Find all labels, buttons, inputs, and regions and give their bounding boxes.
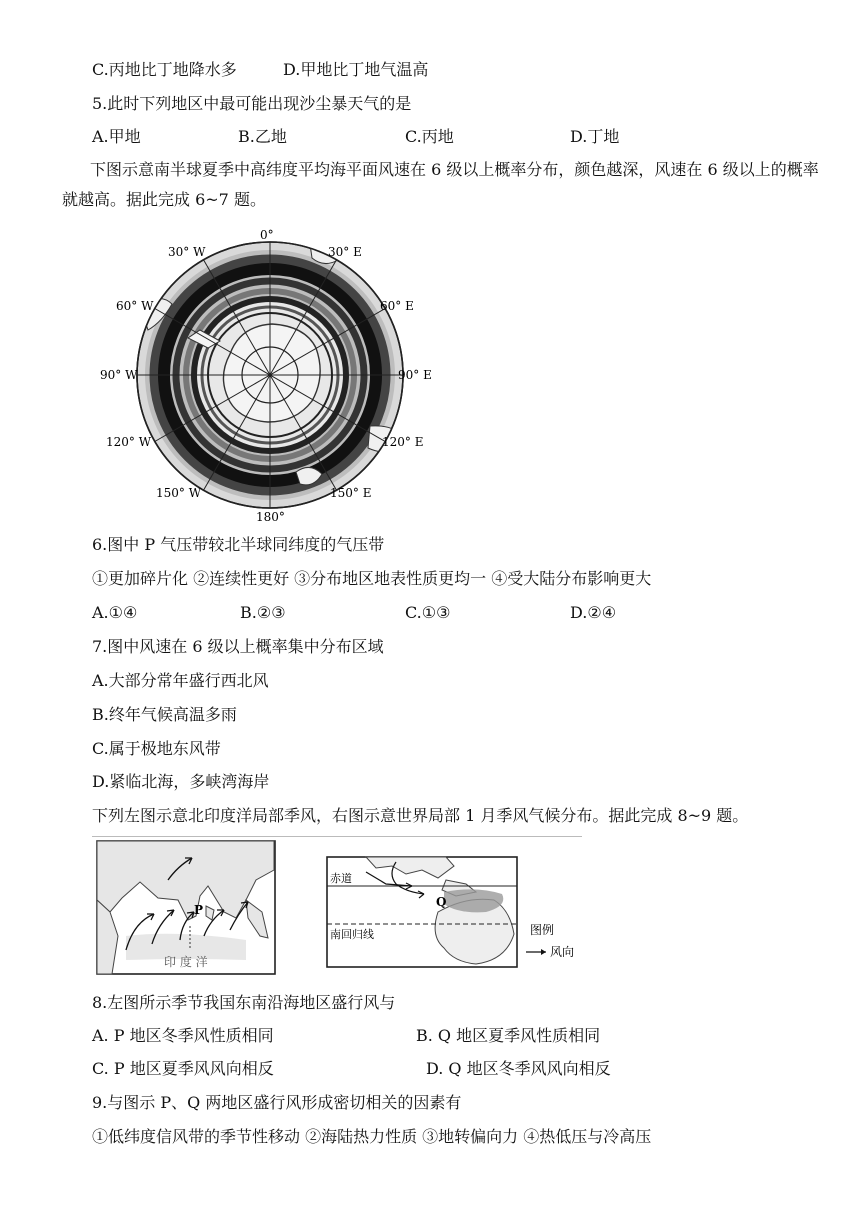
q4-option-c: C.丙地比丁地降水多 <box>92 60 237 79</box>
label-indian-ocean: 印 度 洋 <box>164 955 208 969</box>
label-90e: 90° E <box>398 368 432 382</box>
q8-option-d: D. Q 地区冬季风风向相反 <box>426 1059 611 1078</box>
legend-title: 图例 <box>530 923 555 937</box>
q8-option-a: A. P 地区冬季风性质相同 <box>92 1026 274 1045</box>
antarctica-landmass <box>223 324 320 422</box>
q5-stem: 5.此时下列地区中最可能出现沙尘暴天气的是 <box>92 94 412 113</box>
january-monsoon-map <box>326 856 586 968</box>
legend-wind-direction: 风向 <box>550 945 575 959</box>
label-0: 0° <box>260 228 274 242</box>
q8-stem: 8.左图所示季节我国东南沿海地区盛行风与 <box>92 993 396 1012</box>
q7-option-a: A.大部分常年盛行西北风 <box>92 671 269 690</box>
q5-option-c: C.丙地 <box>405 127 454 146</box>
q5-option-a: A.甲地 <box>92 127 141 146</box>
label-120e: 120° E <box>382 435 424 449</box>
label-60e: 60° E <box>380 299 414 313</box>
q6-option-c: C.①③ <box>405 603 451 622</box>
q5-option-b: B.乙地 <box>238 127 287 146</box>
label-180: 180° <box>256 510 285 524</box>
polar-wind-map-svg <box>100 226 440 524</box>
q9-items: ①低纬度信风带的季节性移动 ②海陆热力性质 ③地转偏向力 ④热低压与冷高压 <box>92 1127 652 1146</box>
q6-option-a: A.①④ <box>92 603 138 622</box>
q7-stem: 7.图中风速在 6 级以上概率集中分布区域 <box>92 637 384 656</box>
q9-stem: 9.与图示 P、Q 两地区盛行风形成密切相关的因素有 <box>92 1093 462 1112</box>
label-p: P <box>194 903 204 917</box>
q4-option-d: D.甲地比丁地气温高 <box>283 60 429 79</box>
label-60w: 60° W <box>116 299 154 313</box>
label-tropic: 南回归线 <box>330 928 374 941</box>
label-150e: 150° E <box>330 486 372 500</box>
label-q: Q <box>436 895 447 909</box>
label-equator: 赤道 <box>330 872 352 885</box>
q6-items: ①更加碎片化 ②连续性更好 ③分布地区地表性质更均一 ④受大陆分布影响更大 <box>92 569 652 588</box>
label-90w: 90° W <box>100 368 138 382</box>
q7-option-b: B.终年气候高温多雨 <box>92 705 237 724</box>
q6-stem: 6.图中 P 气压带较北半球同纬度的气压带 <box>92 535 385 554</box>
january-monsoon-map-svg <box>326 856 586 968</box>
intro-questions-6-7: 下图示意南半球夏季中高纬度平均海平面风速在 6 级以上概率分布，颜色越深，风速在 6 级以上的概率就越高。据此完成 6~7 题。 <box>62 160 819 209</box>
q8-option-b: B. Q 地区夏季风性质相同 <box>416 1026 601 1045</box>
q7-option-d: D.紧临北海，多峡湾海岸 <box>92 772 270 791</box>
label-120w: 120° W <box>106 435 152 449</box>
divider-line <box>92 836 582 837</box>
q6-option-d: D.②④ <box>570 603 617 622</box>
label-30e: 30° E <box>328 245 362 259</box>
intro-questions-8-9: 下列左图示意北印度洋局部季风，右图示意世界局部 1 月季风气候分布。据此完成 8~9 题。 <box>92 806 749 825</box>
q6-option-b: B.②③ <box>240 603 286 622</box>
label-30w: 30° W <box>168 245 206 259</box>
label-150w: 150° W <box>156 486 202 500</box>
indian-ocean-map-svg <box>96 840 276 975</box>
q5-option-d: D.丁地 <box>570 127 620 146</box>
indian-ocean-monsoon-map <box>96 840 276 975</box>
q8-option-c: C. P 地区夏季风风向相反 <box>92 1059 274 1078</box>
polar-wind-map <box>100 226 440 524</box>
q7-option-c: C.属于极地东风带 <box>92 739 221 758</box>
